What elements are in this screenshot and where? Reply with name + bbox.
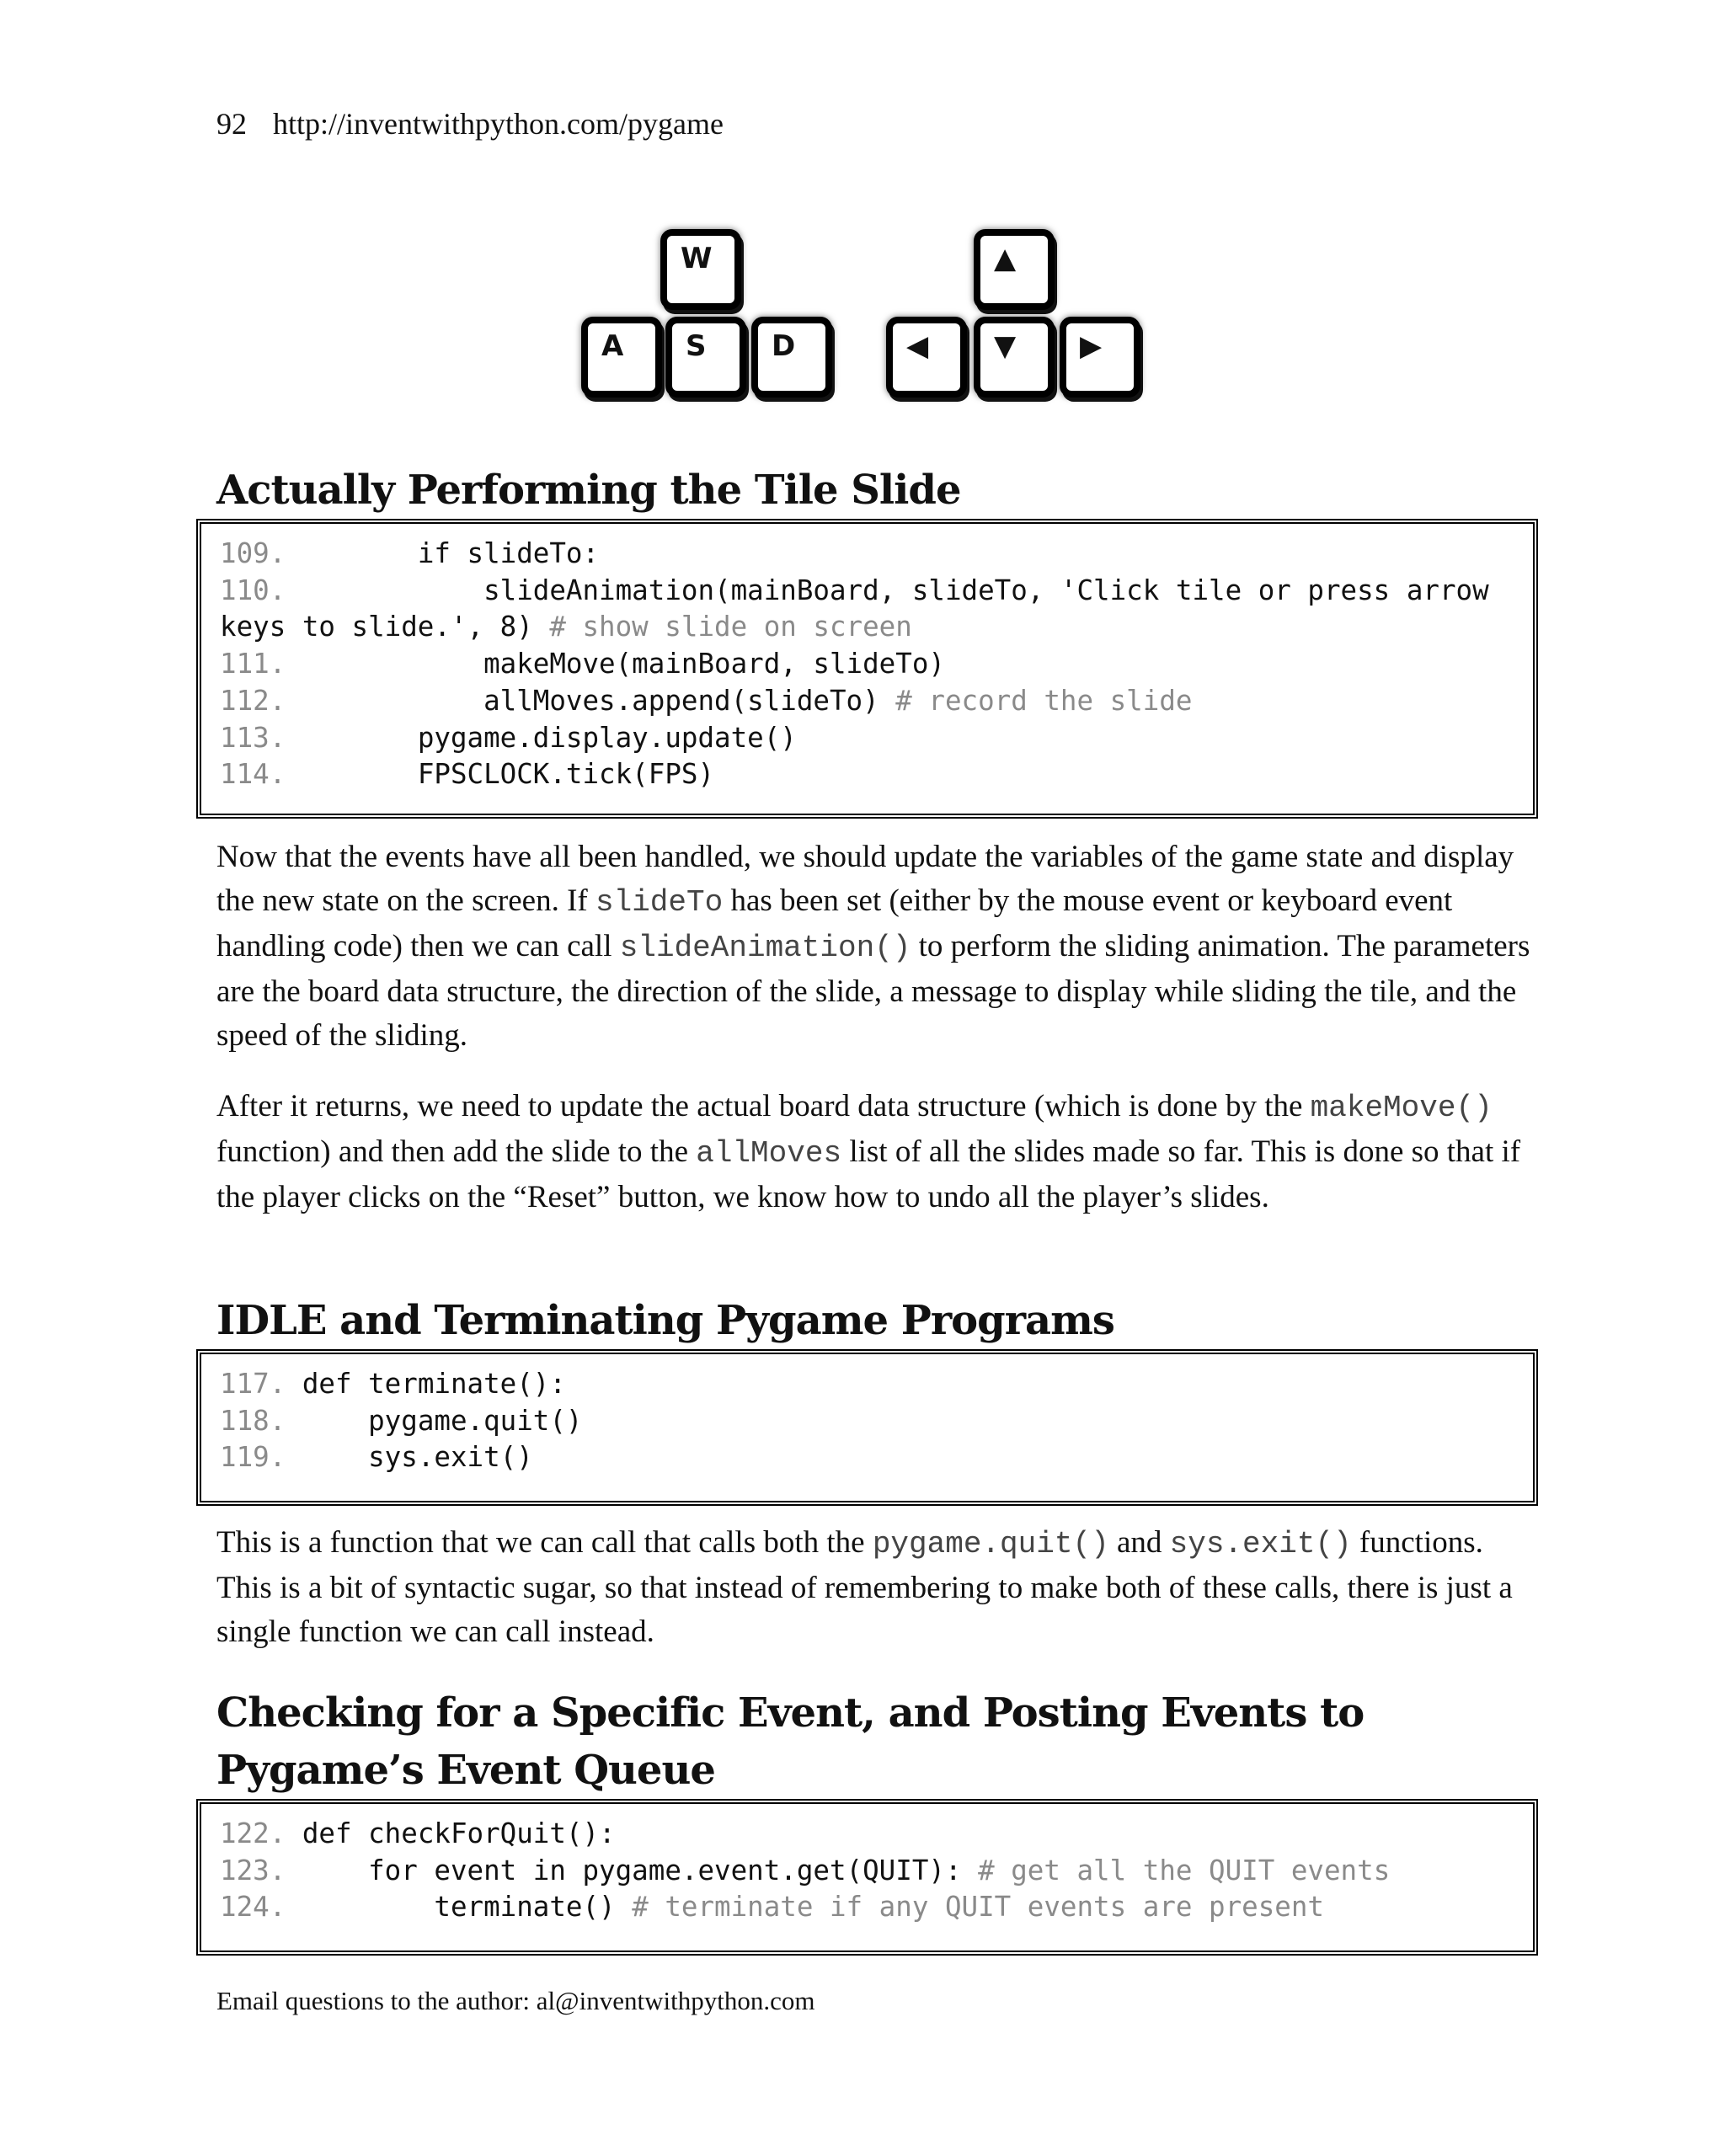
inline-code: slideTo [595, 885, 724, 920]
code-block [196, 519, 1538, 819]
code-line: 113. pygame.display.update() [220, 721, 797, 754]
code-line: 117. def terminate(): [220, 1368, 566, 1400]
inline-code: sys.exit() [1169, 1527, 1352, 1561]
inline-code: makeMove() [1310, 1091, 1493, 1125]
key-down-arrow: ▼ [974, 317, 1055, 398]
code-block [196, 1349, 1538, 1506]
code-line: 119. sys.exit() [220, 1441, 533, 1474]
key-d: D [751, 317, 832, 398]
key-s: S [665, 317, 746, 398]
page-header [216, 106, 724, 141]
section-heading: Checking for a Specific Event, and Posting Events to Pygame’s Event Queue [216, 1689, 1365, 1794]
key-left-arrow: ◀ [886, 317, 967, 398]
inline-code: slideAnimation() [619, 931, 911, 965]
section-heading: IDLE and Terminating Pygame Programs [216, 1297, 1114, 1344]
key-w: W [660, 229, 741, 310]
section-heading: Actually Performing the Tile Slide [216, 467, 961, 514]
key-up-arrow: ▲ [974, 229, 1055, 310]
key-right-arrow: ▶ [1060, 317, 1140, 398]
keyboard-keys-illustration [581, 229, 1162, 423]
code-line: 118. pygame.quit() [220, 1404, 583, 1437]
code-line: 114. FPSCLOCK.tick(FPS) [220, 758, 715, 791]
inline-code: pygame.quit() [872, 1527, 1109, 1561]
code-line: 112. allMoves.append(slideTo) # record the slide [220, 684, 1193, 717]
code-line: 124. terminate() # terminate if any QUIT events are present [220, 1891, 1324, 1924]
inline-code: allMoves [696, 1136, 842, 1171]
code-line: 109. if slideTo: [220, 537, 600, 569]
key-a: A [581, 317, 662, 398]
code-line: 111. makeMove(mainBoard, slideTo) [220, 648, 945, 680]
page-footer: Email questions to the author: al@inventwithpython.com [216, 1986, 815, 2015]
page-number: 92 [216, 107, 247, 141]
body-paragraph: Now that the events have all been handled, we should update the variables of the game state and display the new state on the screen. If slideTo has been set (either by the mouse event or keyboard event handling code) then we can call slideAnimation() to perform the sliding animation. The parameters are the board data structure, the direction of the slide, a message to display while sliding the tile, and the speed of the sliding. [216, 840, 1530, 1053]
code-line: 110. slideAnimation(mainBoard, slideTo, 'Click tile or press arrow [220, 574, 1489, 606]
body-paragraph: This is a function that we can call that calls both the pygame.quit() and sys.exit() functions. This is a bit of syntactic sugar, so that instead of remembering to make both of these calls, there is just a single function we can call instead. [216, 1525, 1513, 1649]
code-line: keys to slide.', 8) # show slide on screen [220, 611, 912, 643]
code-line: 122. def checkForQuit(): [220, 1817, 616, 1849]
header-url: http://inventwithpython.com/pygame [273, 107, 724, 141]
code-block [196, 1799, 1538, 1956]
code-line: 123. for event in pygame.event.get(QUIT): # get all the QUIT events [220, 1854, 1391, 1886]
body-paragraph: After it returns, we need to update the actual board data structure (which is done by the makeMove() function) and then add the slide to the allMoves list of all the slides made so far. This is done so that if the player clicks on the “Reset” button, we know how to undo all the player’s slides. [216, 1089, 1521, 1214]
